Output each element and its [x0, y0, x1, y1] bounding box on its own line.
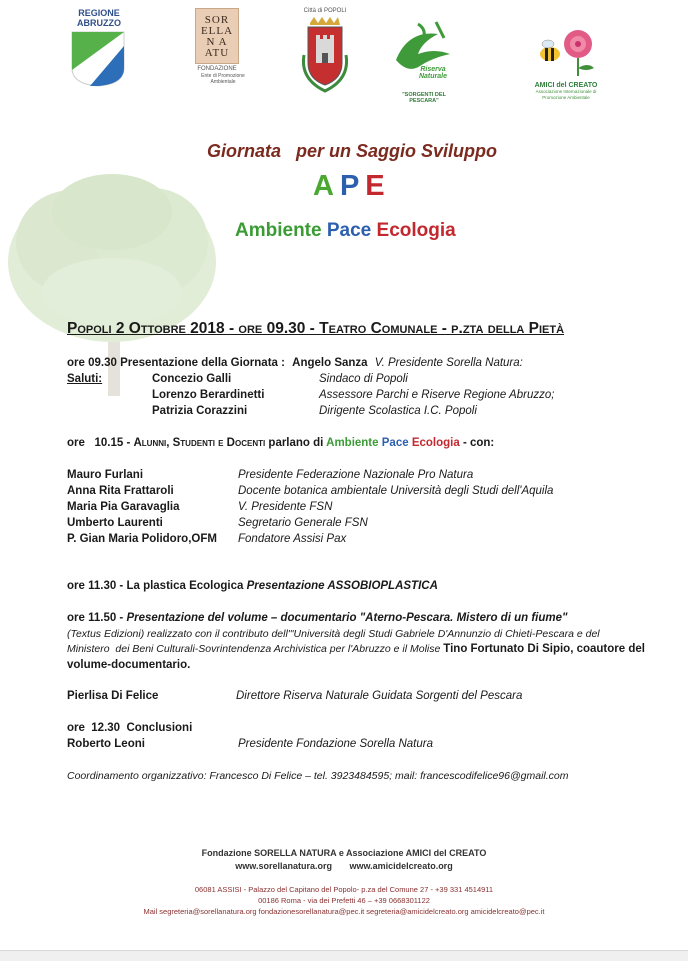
saluti-name: Lorenzo Berardinetti: [152, 389, 265, 401]
speaker-name: Maria Pia Garavaglia: [67, 501, 180, 513]
program-item-volume: [67, 612, 567, 624]
saluti-role: Dirigente Scolastica I.C. Popoli: [319, 405, 477, 417]
opening-time: ore 09.30 Presentazione della Giornata :: [67, 357, 285, 369]
plastica-title: ore 11.30 - La plastica Ecologica: [67, 580, 247, 592]
volume-description-line: volume-documentario.: [67, 659, 191, 671]
logo-sorella-natura: [195, 8, 247, 85]
students-suffix: - con:: [459, 437, 495, 449]
sn-line: N A: [206, 36, 228, 48]
popoli-caption: Città di POPOLI: [303, 8, 347, 14]
opening-role: V. Presidente Sorella Natura:: [374, 357, 523, 369]
coordination-contact: Coordinamento organizzativo: Francesco Di Felice – tel. 3923484595; mail: francescodifelice96@gmail.com: [67, 770, 569, 782]
volume-description-line: [67, 643, 645, 655]
speaker-role: V. Presidente FSN: [238, 501, 333, 513]
saluti-name: Patrizia Corazzini: [152, 405, 248, 417]
footer-emails: Mail segreteria@sorellanatura.org fondazionesorellanatura@pec.it segreteria@amicidelcreato.org amicidelcreato@pec.it: [143, 907, 545, 916]
plastica-presenter: Presentazione ASSOBIOPLASTICA: [246, 580, 438, 592]
sn-line: SOR: [204, 14, 230, 26]
speaker-name: Roberto Leoni: [67, 738, 145, 750]
students-word-ecologia: Ecologia: [411, 437, 460, 449]
volume-ministry: Ministero dei Beni Culturali-Sovrintendenza Archivistica per l'Abruzzo e il Molise: [67, 643, 444, 655]
logo-citta-di-popoli: [298, 8, 352, 97]
volume-title: Presentazione del volume – documentario "Aterno-Pescara. Mistero di un fiume": [126, 612, 568, 624]
speaker-role: Direttore Riserva Naturale Guidata Sorgenti del Pescara: [236, 690, 523, 702]
speaker-role: Fondatore Assisi Pax: [238, 533, 347, 545]
saluti-name: Concezio Galli: [152, 373, 232, 385]
ape-letter-p: P: [339, 170, 366, 202]
bottom-divider: [0, 950, 688, 961]
bee-and-rose-icon: [528, 24, 604, 76]
students-groups: Alunni, Studenti e Docenti: [133, 437, 266, 449]
ape-letter-e: E: [365, 170, 391, 202]
word-ecologia: Ecologia: [376, 220, 456, 241]
speaker-role: Presidente Fondazione Sorella Natura: [238, 738, 433, 750]
word-pace: Pace: [326, 220, 372, 241]
program-item-conclusions: ore 12.30 Conclusioni: [67, 722, 193, 734]
speaker-role: Docente botanica ambientale Università degli Studi dell'Aquila: [238, 485, 554, 497]
volume-time: ore 11.50 -: [67, 612, 127, 624]
students-time: ore 10.15 -: [67, 437, 134, 449]
logo-sorgenti-del-pescara: [388, 8, 460, 104]
program-item-opening: [67, 357, 523, 369]
program-item-students: [67, 437, 494, 449]
saluti-role: Assessore Parchi e Riserve Regione Abruzzo;: [319, 389, 555, 401]
sn-line: ATU: [204, 47, 230, 59]
volume-description-line: (Textus Edizioni) realizzato con il contributo dell'"Università degli Studi Gabriele D'Annunzio di Chieti-Pescara e del: [67, 628, 600, 640]
ape-expansion: [235, 220, 456, 242]
event-subtitle: Giornata per un Saggio Sviluppo: [207, 141, 498, 161]
speaker-name: Pierlisa Di Felice: [67, 690, 159, 702]
students-word-ambiente: Ambiente: [326, 437, 379, 449]
speaker-role: Presidente Federazione Nazionale Pro Natura: [238, 469, 474, 481]
sorella-natura-mark: [195, 8, 239, 64]
pescara-script: Riserva Naturale: [418, 66, 447, 80]
speaker-role: Segretario Generale FSN: [238, 517, 368, 529]
word-ambiente: Ambiente: [235, 220, 322, 241]
opening-speaker: Angelo Sanza: [292, 357, 368, 369]
logo-regione-abruzzo: [70, 8, 130, 88]
program-item-plastica: [67, 580, 438, 592]
footer-organizations: Fondazione SORELLA NATURA e Associazione AMICI del CREATO: [201, 848, 487, 858]
speaker-name: Anna Rita Frattaroli: [67, 485, 174, 497]
popoli-coat-of-arms-icon: [298, 15, 352, 97]
regione-abruzzo-emblem: [70, 30, 126, 88]
saluti-label: Saluti:: [67, 373, 103, 385]
sn-caption: Ente di Promozione Ambientale: [201, 73, 245, 85]
sn-tagline: FONDAZIONE: [197, 66, 237, 72]
students-word-pace: Pace: [381, 437, 409, 449]
sn-line: ELLA: [200, 25, 234, 37]
footer-address-roma: 00186 Roma - via dei Prefetti 46 – +39 0668301122: [258, 896, 430, 905]
regione-abruzzo-title: REGIONE ABRUZZO: [77, 8, 121, 28]
saluti-role: Sindaco di Popoli: [319, 373, 408, 385]
footer-websites: www.sorellanatura.org www.amicidelcreato.org: [235, 861, 453, 871]
ape-title: [313, 170, 391, 203]
logo-amici-del-creato: [528, 8, 604, 100]
speaker-name: Umberto Laurenti: [67, 517, 163, 529]
volume-coauthor: Tino Fortunato Di Sipio, coautore del: [443, 643, 645, 655]
footer-address-assisi: 06081 ASSISI - Palazzo del Capitano del Popolo- p.za del Comune 27 - +39 331 4514911: [194, 885, 494, 894]
pescara-title: "SORGENTI DEL PESCARA": [402, 92, 446, 104]
students-verb: parlano di: [265, 437, 327, 449]
speaker-name: Mauro Furlani: [67, 469, 144, 481]
amici-caption: Associazione Internazionale di Promozione Ambientale: [535, 89, 597, 100]
event-dateline: Popoli 2 Ottobre 2018 - ore 09.30 - Teatro Comunale - p.zta della Pietà: [67, 320, 565, 337]
amici-title: AMICI del CREATO: [534, 82, 598, 89]
speaker-name: P. Gian Maria Polidoro,OFM: [67, 533, 217, 545]
ape-letter-a: A: [313, 170, 340, 202]
